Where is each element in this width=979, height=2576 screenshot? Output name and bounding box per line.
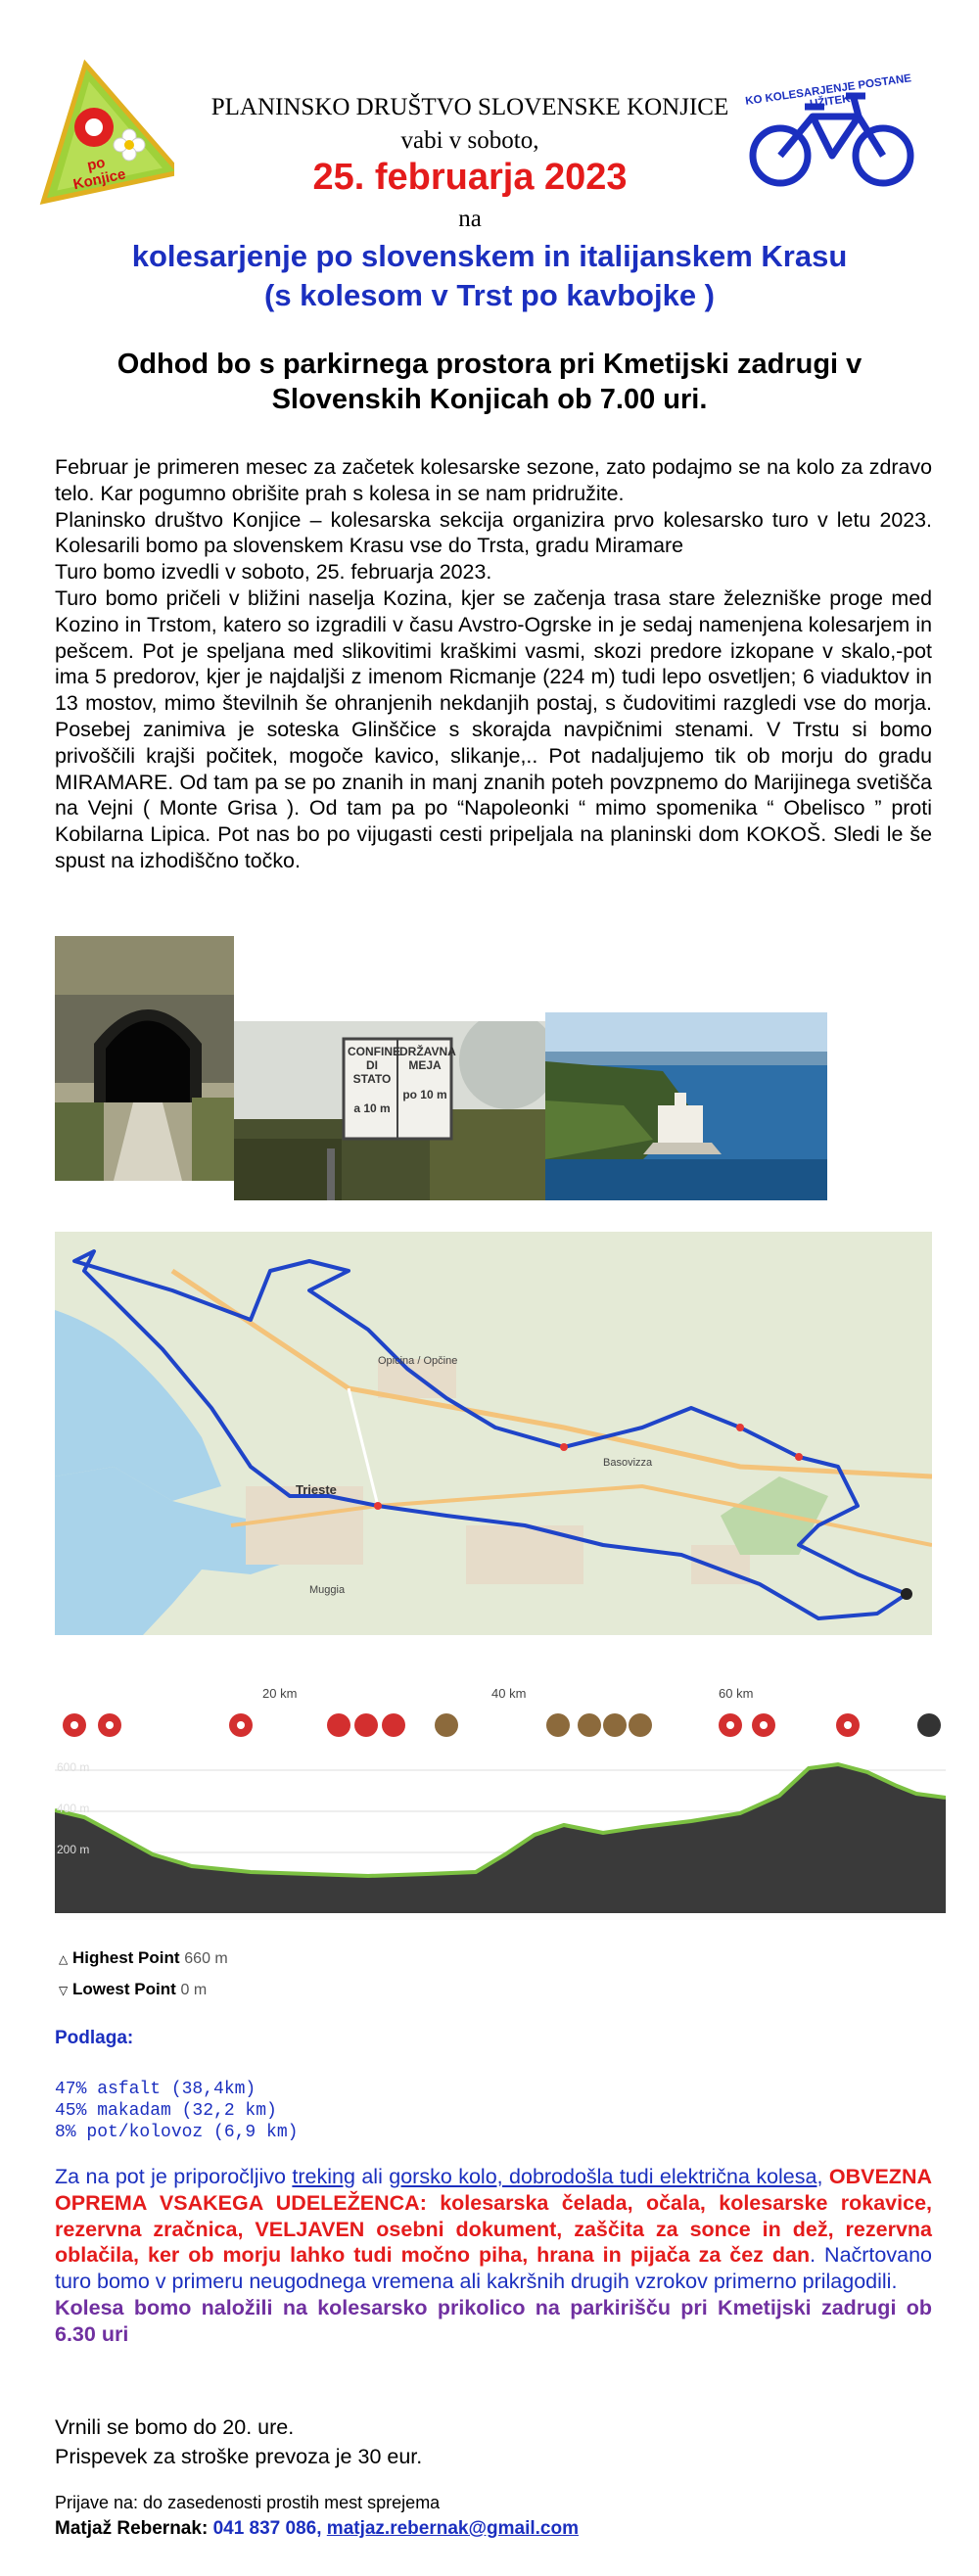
map-label-trieste: Trieste [296, 1482, 337, 1497]
elevation-area [55, 1756, 946, 1913]
highest-label: Highest Point [71, 1948, 180, 1967]
y-tick-400: 400 m [57, 1802, 90, 1815]
surface-heading: Podlaga: [55, 2028, 134, 2048]
return-time: Vrnili se bomo do 20. ure. [55, 2415, 295, 2439]
map-label-opicina: Opicina / Opčine [378, 1355, 458, 1367]
equipment-or: ali [354, 2165, 390, 2188]
y-tick-600: 600 m [57, 1760, 90, 1774]
surface-item-asphalt: 47% asfalt (38,4km) [55, 2080, 256, 2099]
event-title-line1: kolesarjenje po slovenskem in italijanskem Krasu [131, 239, 848, 273]
highest-point [59, 1948, 228, 1968]
contact-phone[interactable]: 041 837 086, [212, 2518, 322, 2539]
contact-email-link[interactable]: matjaz.rebernak@gmail.com [326, 2518, 579, 2539]
highest-value: 660 m [184, 1950, 228, 1967]
equipment-intro: Za na pot je priporočljivo [55, 2165, 293, 2188]
lowest-point [59, 1980, 207, 1999]
departure-line2: Slovenskih Konjicah ob 7.00 uri. [271, 384, 708, 415]
event-date: 25. februarja 2023 [312, 157, 628, 198]
intro-text [55, 454, 932, 874]
departure-line1: Odhod bo s parkirnega prostora pri Kmetijski zadrugi v [117, 349, 862, 380]
sign-text-sl-1: DRŽAVNA [399, 1045, 456, 1058]
lowest-value: 0 m [180, 1982, 208, 1998]
contact-name: Matjaž Rebernak: [55, 2518, 209, 2539]
bike-badge [736, 63, 922, 200]
club-logo [27, 59, 174, 215]
y-tick-200: 200 m [57, 1843, 90, 1856]
surface-item-trail: 8% pot/kolovoz (6,9 km) [55, 2123, 299, 2142]
poi-markers [55, 1711, 946, 1751]
route-map[interactable] [55, 1232, 932, 1635]
lowest-label: Lowest Point [71, 1980, 176, 1998]
organizer-name: PLANINSKO DRUŠTVO SLOVENSKE KONJICE [210, 94, 729, 120]
map-label-muggia: Muggia [309, 1584, 346, 1596]
treking-link[interactable]: treking [292, 2165, 355, 2188]
x-tick-40: 40 km [491, 1686, 527, 1701]
triangle-up-icon: △ [59, 1952, 69, 1966]
sign-dist-sl: po 10 m [402, 1088, 447, 1101]
contact-line [55, 2518, 579, 2540]
intro-paragraph-3: Turo bomo izvedli v soboto, 25. februarja 2023. [55, 560, 492, 585]
invite-text: vabi v soboto, [400, 127, 539, 154]
sign-text-it-2: DI STATO [352, 1058, 392, 1086]
na-text: na [458, 206, 482, 232]
elevation-profile [55, 1678, 946, 1913]
weather-note: . Načrtovano turo bomo v primeru neugodnega vremena ali kakršnih drugih vzrokov primerno prilagodili. [55, 2243, 932, 2294]
x-tick-20: 20 km [262, 1686, 298, 1701]
sign-dist-it: a 10 m [353, 1101, 391, 1115]
bike-loading-note: Kolesa bomo naložili na kolesarsko prikolico na parkirišču pri Kmetijski zadrugi ob 6.30 uri [55, 2295, 932, 2346]
sign-text-sl-2: MEJA [408, 1058, 442, 1072]
mountain-bike-link[interactable]: gorsko kolo, dobrodošla tudi električna kolesa [389, 2165, 817, 2188]
intro-paragraph-2: Planinsko društvo Konjice – kolesarska sekcija organizira prvo kolesarsko turo v letu 2023. Kolesarili bomo pa slovenskem Krasu vse do Trsta, gradu Miramare [55, 507, 932, 558]
x-tick-60: 60 km [719, 1686, 754, 1701]
equipment-section [55, 2164, 932, 2348]
surface-item-gravel: 45% makadam (32,2 km) [55, 2101, 277, 2121]
triangle-down-icon: ▽ [59, 1984, 69, 1997]
miramare-castle-photo [545, 1012, 827, 1200]
intro-paragraph-4: Turo bomo pričeli v bližini naselja Kozina, kjer se začenja trasa stare železniške proge med Kozino in Trstom, katero so izgradili v času Avstro-Ogrske in je sedaj namenjena kolesarjem in pešcem. Pot je speljana med slikovitimi kraškimi vasmi, skozi predore izkopane v skalo,-pot ima 5 predorov, kjer je najdaljši z imenom Ricmanje (224 m) tudi lepo osvetljen; 6 viaduktov in 13 mostov, mimo številnih še ohranjenih nekdanjih postaj, s čudovitimi razgledi vse do morja. Posebej zanimiva je soteska Glinščice s skorajda navpičnimi stenami. V Trstu si bomo privoščili krajši počitek, mogoče kavico, slikanje,.. Pot nadaljujemo tik ob morju do gradu MIRAMARE. Od tam pa se po znanih in manj znanih poteh povzpnemo do Marijinega svetišča na Vejni ( Monte Grisa ). Od tam pa po “Napoleonki “ mimo spomenika “ Obelisco ” proti Kobilarna Lipica. Pot nas bo po vijugasti cesti pripeljala na planinski dom KOKOŠ. Sledi le še spust na izhodiščno točko. [55, 585, 932, 872]
logo-text: po Konjice [71, 154, 127, 194]
sign-text-it-1: CONFINE [348, 1045, 400, 1058]
event-title-line2: (s kolesom v Trst po kavbojke ) [264, 278, 715, 312]
mandatory-equipment: OBVEZNA OPREMA VSAKEGA UDELEŽENCA: kolesarska čelada, očala, kolesarske rokavice, rezervna zračnica, VELJAVEN osebni dokument, zaščita za sonce in dež, rezervna oblačila, ker ob morju lahko tudi močno piha, hrana in pijača za čez dan [55, 2165, 932, 2268]
map-label-basovizza: Basovizza [603, 1457, 653, 1469]
signup-text: Prijave na: do zasedenosti prostih mest sprejema [55, 2493, 441, 2512]
equipment-comma: , [816, 2165, 829, 2188]
transport-cost: Prispevek za stroške prevoza je 30 eur. [55, 2445, 423, 2468]
border-sign-photo [234, 1021, 545, 1200]
tunnel-photo [55, 936, 234, 1181]
badge-text: KO KOLESARJENJE POSTANE UŽITEK [744, 72, 912, 111]
intro-paragraph-1: Februar je primeren mesec za začetek kolesarske sezone, zato podajmo se na kolo za zdravo telo. Kar pogumno obrišite prah s kolesa in se nam pridružite. [55, 455, 932, 505]
